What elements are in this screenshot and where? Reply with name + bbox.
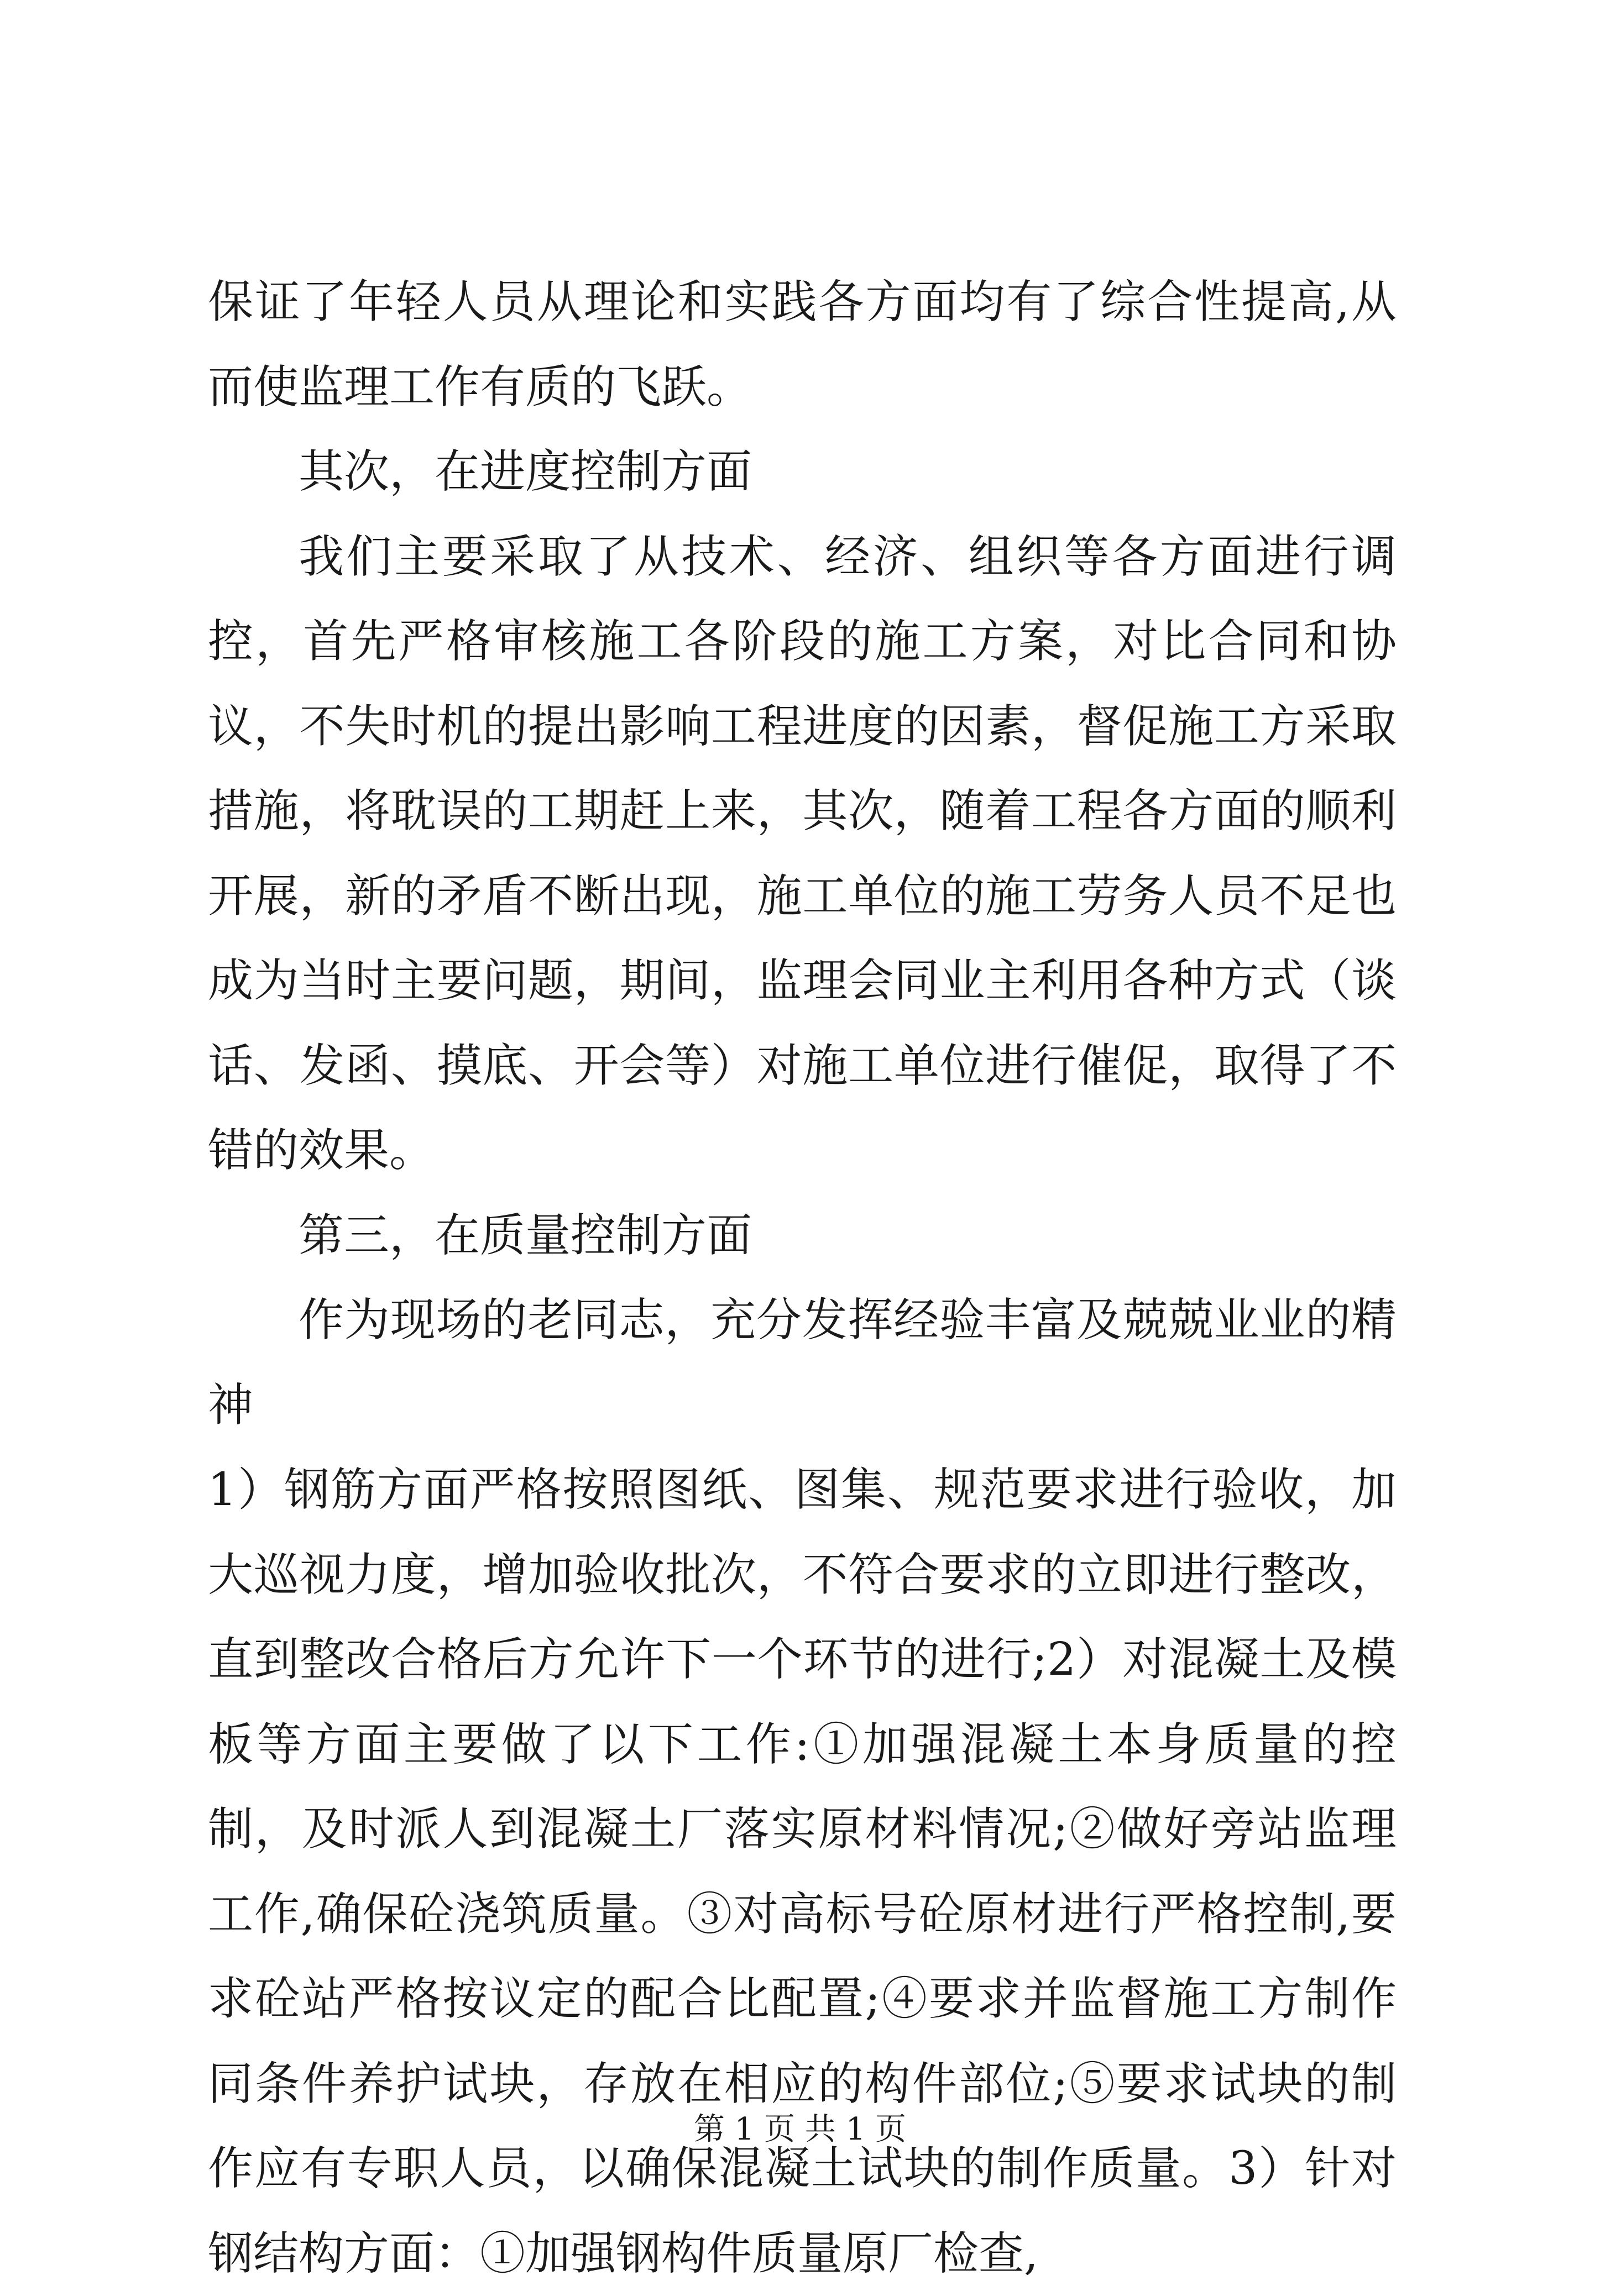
document-body <box>208 260 1397 2296</box>
paragraph: 我们主要采取了从技术、经济、组织等各方面进行调控，首先严格审核施工各阶段的施工方案，对比合同和协议，不失时机的提出影响工程进度的因素，督促施工方采取措施，将耽误的工期赶上来，其次，随着工程各方面的顺利开展，新的矛盾不断出现，施工单位的施工劳务人员不足也成为当时主要问题，期间，监理会同业主利用各种方式（谈话、发函、摸底、开会等）对施工单位进行催促，取得了不错的效果。 <box>208 530 1397 1177</box>
paragraph: 保证了年轻人员从理论和实践各方面均有了综合性提高,从而使监理工作有质的飞跃。 <box>208 276 1397 413</box>
page-footer: 第 1 页 共 1 页 <box>693 2111 907 2147</box>
section-heading: 第三，在质量控制方面 <box>299 1209 752 1262</box>
section-heading: 其次，在进度控制方面 <box>299 445 752 498</box>
paragraph: 作为现场的老同志，充分发挥经验丰富及兢兢业业的精神 <box>208 1294 1397 1432</box>
paragraph: 1）钢筋方面严格按照图纸、图集、规范要求进行验收，加大巡视力度，增加验收批次，不符合要求的立即进行整改，直到整改合格后方允许下一个环节的进行;2）对混凝土及模板等方面主要做了以下工作:①加强混凝土本身质量的控制，及时派人到混凝土厂落实原材料情况;②做好旁站监理工作,确保砼浇筑质量。③对高标号砼原材进行严格控制,要求砼站严格按议定的配合比配置;④要求并监督施工方制作同条件养护试块，存放在相应的构件部位;⑤要求试块的制作应有专职人员，以确保混凝土试块的制作质量。3）针对钢结构方面：①加强钢构件质量原厂检查, <box>208 1464 1397 2280</box>
